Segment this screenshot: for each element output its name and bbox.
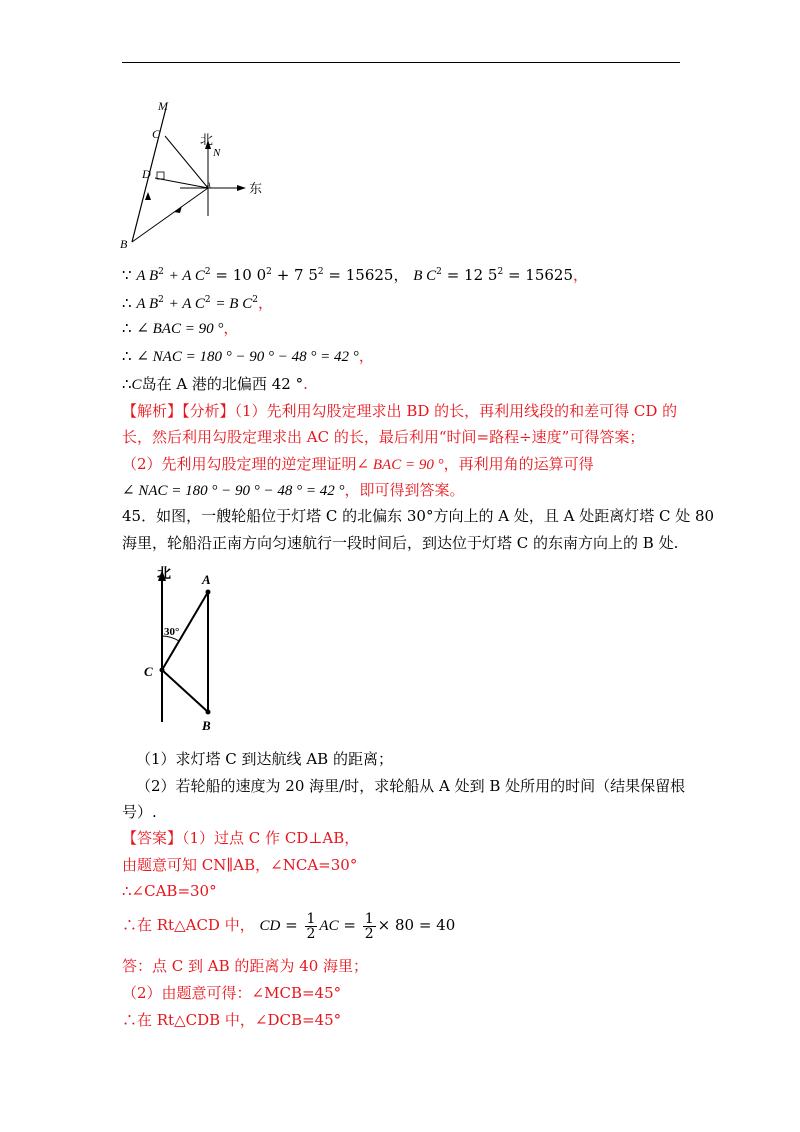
fig2-label-angle: 30° [164, 626, 180, 638]
fig1-label-n: N [213, 147, 221, 159]
fig2-label-c: C [144, 664, 153, 679]
fraction-half-1: $\frac{1}{2}$ [306, 910, 316, 942]
figure-1-diagram [118, 96, 268, 254]
answer-line-2: 由题意可知 CN∥AB，∠NCA=30° [122, 856, 358, 874]
question-1: （1）求灯塔 C 到达航线 AB 的距离； [136, 750, 393, 768]
fig1-label-a: A [206, 181, 211, 190]
fig1-label-m: M [158, 99, 168, 113]
analysis-line-1: 【解析】【分析】（1）先利用勾股定理求出 BD 的长，再利用线段的和差可得 CD 的 [122, 402, 678, 420]
answer-line-3: ∴∠CAB=30° [122, 882, 217, 900]
fig1-label-d: D [142, 167, 151, 181]
fig2-label-b: B [202, 718, 211, 733]
calc-line-2: ∴ A $B^2 + A$ $C^2 = B$ $C^2$， [122, 294, 273, 312]
figure-2-diagram [138, 564, 228, 734]
calc-line-4: ∴ ∠ NAC = 180 ° − 90 ° − 48 ° = 42 °， [122, 347, 374, 365]
fig1-label-b: B [120, 237, 128, 251]
calc-line-1: ∵ A $B^2 + A$ $C^2 = 10$ $0^2 + 7$ $5^2 = 15625$， B $C^2 = 12$ $5^2 = 15625$， [122, 266, 589, 284]
answer-line-1: 【答案】（1）过点 C 作 CD⊥AB， [122, 829, 360, 847]
analysis-line-4: ∠ NAC = 180 ° − 90 ° − 48 ° = 42 °，即可得到答案。 [122, 481, 465, 499]
problem-45-line-1: 45．如图，一艘轮船位于灯塔 C 的北偏东 30°方向上的 A 处，且 A 处距离灯塔 C 处 80 [122, 507, 715, 525]
answer-line-6: （2）由题意可得：∠MCB=45° [122, 984, 342, 1002]
answer-line-4: ∴在 Rt△ACD 中， CD = $\frac{1}{2}$ AC = $\frac{1}{2}$ × 80 = 40 [122, 910, 456, 942]
fraction-half-2: $\frac{1}{2}$ [364, 910, 374, 942]
calc-line-5: ∴C岛在 A 港的北偏西 42 °. [122, 375, 308, 393]
answer-line-7: ∴在 Rt△CDB 中，∠DCB=45° [122, 1011, 342, 1029]
problem-45-line-2: 海里，轮船沿正南方向匀速航行一段时间后，到达位于灯塔 C 的东南方向上的 B 处. [122, 534, 679, 552]
fig1-label-c: C [152, 127, 161, 141]
fig2-label-north: 北 [157, 567, 171, 582]
header-rule [122, 62, 680, 63]
analysis-line-2: 长，然后利用勾股定理求出 AC 的长，最后利用“时间=路程÷速度”可得答案； [122, 428, 645, 446]
analysis-line-3: （2）先利用勾股定理的逆定理证明∠ BAC = 90 °，再利用角的运算可得 [122, 455, 594, 473]
question-2-line-1: （2）若轮船的速度为 20 海里/时，求轮船从 A 处到 B 处所用的时间（结果保留根 [136, 777, 686, 795]
fig2-label-a: A [202, 572, 211, 587]
answer-line-5: 答：点 C 到 AB 的距离为 40 海里； [122, 957, 369, 975]
question-2-line-2: 号）. [122, 803, 157, 821]
fig1-label-east: 东 [249, 181, 263, 196]
fig1-label-north: 北 [200, 132, 214, 147]
calc-line-3: ∴ ∠ BAC = 90 °， [122, 319, 239, 337]
